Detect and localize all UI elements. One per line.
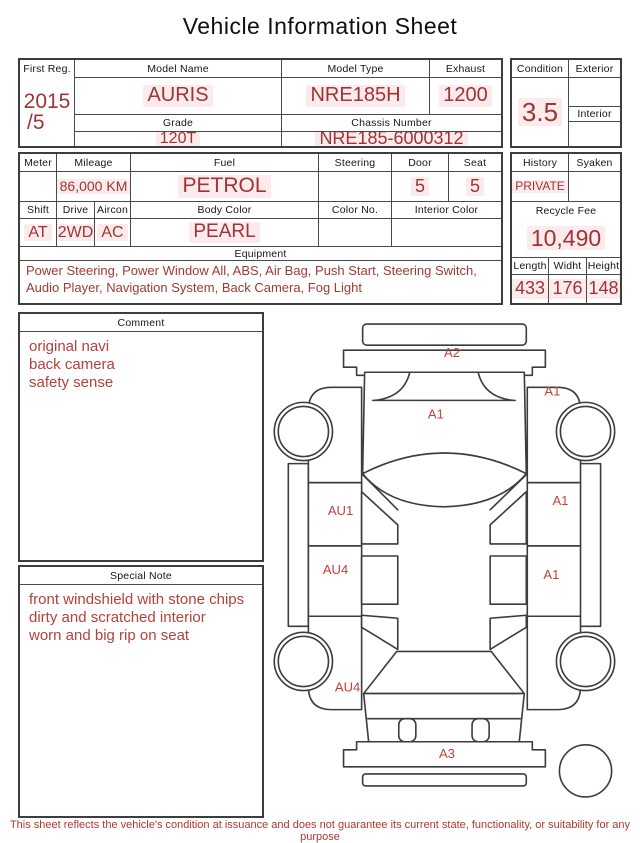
- meter-value: [20, 172, 57, 201]
- drive-value: 2WD: [57, 219, 95, 246]
- exhaust-value: 1200: [430, 78, 501, 115]
- damage-label-right-rear-door: A1: [543, 567, 560, 583]
- seat-value: 5: [449, 172, 501, 201]
- model-type-label: Model Type: [282, 60, 430, 78]
- grade-value: 120T: [75, 132, 282, 146]
- special-note-label: Special Note: [20, 567, 262, 585]
- front-bumper-top-strip: [363, 324, 527, 345]
- comment-line: original navi: [29, 338, 110, 355]
- model-name-label: Model Name: [75, 60, 282, 78]
- height-value: 148: [587, 275, 620, 303]
- rear-glass: [364, 651, 525, 693]
- spec-table: [18, 152, 503, 305]
- history-panel: [510, 152, 622, 305]
- first-reg-year: 2015: [23, 89, 71, 113]
- registration-table: [18, 58, 503, 148]
- car-diagram: [268, 310, 640, 802]
- model-name-value: AURIS: [75, 78, 282, 115]
- length-label: Length: [512, 258, 549, 275]
- comment-line: back camera: [29, 356, 115, 373]
- width-value: 176: [549, 275, 587, 303]
- steering-value: [319, 172, 392, 201]
- exhaust-label: Exhaust: [430, 60, 501, 78]
- mileage-value: 86,000 KM: [57, 172, 131, 201]
- damage-label-right-front-door: A1: [552, 492, 569, 508]
- shift-label: Shift: [20, 202, 57, 219]
- page-title: Vehicle Information Sheet: [182, 13, 458, 39]
- damage-label-left-rear-quarter: AU4: [334, 679, 361, 695]
- damage-label-hood: A1: [427, 406, 444, 422]
- body-color-value: PEARL: [131, 219, 319, 246]
- shift-value: AT: [20, 219, 57, 246]
- first-reg-value: [20, 78, 75, 146]
- spare-tire: [559, 745, 611, 797]
- recycle-fee-label: Recycle Fee: [535, 205, 597, 217]
- interior-color-label: Interior Color: [392, 202, 501, 219]
- color-no-value: [319, 219, 392, 246]
- left-tail-lamp: [399, 719, 416, 742]
- meter-label: Meter: [20, 154, 57, 172]
- recycle-fee-value: 10,490: [512, 220, 620, 256]
- history-label: History: [512, 154, 569, 172]
- equipment-label: Equipment: [20, 247, 501, 261]
- left-rear-window: [362, 556, 398, 604]
- first-reg-month: /5: [27, 111, 45, 134]
- left-front-window: [362, 492, 398, 544]
- fuel-value: PETROL: [131, 172, 319, 201]
- special-note-text: [20, 585, 262, 651]
- left-sill: [288, 464, 308, 627]
- right-sill: [580, 464, 601, 627]
- model-type-value: NRE185H: [282, 78, 430, 115]
- exterior-value: [569, 78, 620, 107]
- comment-text: [20, 332, 262, 398]
- damage-label-right-front-fender: A1: [544, 383, 561, 399]
- mileage-label: Mileage: [57, 154, 131, 172]
- chassis-number-label: Chassis Number: [282, 115, 501, 132]
- footer-disclaimer: This sheet reflects the vehicle's condition at issuance and does not guarantee its current state, functionality, or suitability for any purpose: [9, 819, 631, 843]
- aircon-value: AC: [95, 219, 131, 246]
- drive-label: Drive: [57, 202, 95, 219]
- condition-label: Condition: [512, 60, 569, 78]
- first-reg-label: First Reg.: [20, 60, 75, 78]
- height-label: Height: [587, 258, 620, 275]
- interior-color-value: [392, 219, 501, 246]
- special-note-line: worn and big rip on seat: [29, 627, 190, 644]
- grade-label: Grade: [75, 115, 282, 132]
- history-value: PRIVATE: [512, 172, 569, 201]
- interior-value: [569, 122, 620, 146]
- color-no-label: Color No.: [319, 202, 392, 219]
- comment-label: Comment: [20, 314, 262, 332]
- interior-label: Interior: [569, 107, 620, 122]
- door-label: Door: [392, 154, 449, 172]
- special-note-line: front windshield with stone chips: [29, 591, 245, 608]
- steering-label: Steering: [319, 154, 392, 172]
- chassis-number-value: NRE185-6000312: [282, 132, 501, 146]
- right-quarter-window: [490, 615, 526, 649]
- syaken-label: Syaken: [569, 154, 620, 172]
- left-quarter-window: [362, 615, 398, 649]
- damage-label-left-front-door: AU1: [327, 502, 354, 518]
- seat-label: Seat: [449, 154, 501, 172]
- comment-box: [18, 312, 264, 562]
- syaken-value: [569, 172, 620, 201]
- special-note-box: [18, 565, 264, 818]
- right-rear-window: [490, 556, 526, 604]
- width-label: Widht: [549, 258, 587, 275]
- damage-label-left-rear-door: AU4: [322, 562, 349, 578]
- condition-score: 3.5: [512, 78, 569, 146]
- length-value: 433: [512, 275, 549, 303]
- door-value: 5: [392, 172, 449, 201]
- left-rear-door: [308, 546, 361, 616]
- rear-bumper-bottom-strip: [363, 774, 527, 786]
- trunk: [364, 694, 525, 742]
- right-tail-lamp: [472, 719, 489, 742]
- equipment-value: Power Steering, Power Window All, ABS, Air Bag, Push Start, Steering Switch, Audio Player, Navigation System, Back Camera, Fog Light: [26, 263, 477, 295]
- right-front-window: [490, 492, 526, 544]
- comment-line: safety sense: [29, 374, 114, 391]
- exterior-label: Exterior: [569, 60, 620, 78]
- body-color-label: Body Color: [131, 202, 319, 219]
- condition-panel: [510, 58, 622, 148]
- damage-label-front-bumper: A2: [444, 345, 460, 361]
- aircon-label: Aircon: [95, 202, 131, 219]
- special-note-line: dirty and scratched interior: [29, 609, 206, 626]
- fuel-label: Fuel: [131, 154, 319, 172]
- damage-label-rear-bumper: A3: [438, 745, 455, 761]
